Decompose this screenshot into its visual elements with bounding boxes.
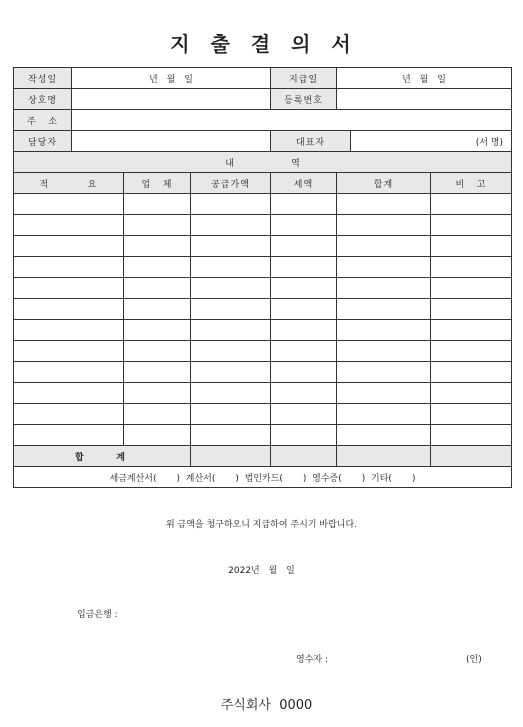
total-cell[interactable] [337, 299, 431, 320]
summary-cell[interactable] [14, 383, 124, 404]
label-address: 주 소 [14, 110, 72, 131]
request-text: 위 금액을 청구하오니 지급하여 주시기 바랍니다. [165, 520, 358, 530]
table-row [14, 425, 512, 446]
total-cell[interactable] [337, 362, 431, 383]
total-cell[interactable] [337, 341, 431, 362]
tax-cell[interactable] [271, 383, 337, 404]
col-vendor: 업 체 [124, 173, 191, 194]
summary-cell[interactable] [14, 278, 124, 299]
bank-label: 입금은행 : [77, 610, 118, 620]
title-char: 출 [210, 32, 232, 56]
label-pay-date: 지급일 [271, 68, 337, 89]
supply-cell[interactable] [191, 215, 271, 236]
document-title [0, 28, 523, 57]
col-remarks: 비 고 [431, 173, 512, 194]
summary-cell[interactable] [14, 257, 124, 278]
total-cell[interactable] [337, 404, 431, 425]
receiver-label: 영수자 : [296, 655, 328, 665]
supply-cell[interactable] [191, 383, 271, 404]
tax-cell[interactable] [271, 362, 337, 383]
total-cell[interactable] [337, 320, 431, 341]
supply-cell[interactable] [191, 278, 271, 299]
vendor-cell[interactable] [124, 194, 191, 215]
tax-cell[interactable] [271, 194, 337, 215]
title-char: 의 [291, 32, 313, 56]
total-cell[interactable] [337, 257, 431, 278]
remarks-cell[interactable] [431, 383, 512, 404]
remarks-cell[interactable] [431, 236, 512, 257]
label-manager: 담당자 [14, 131, 72, 152]
title-char: 결 [250, 32, 273, 56]
ceo-signature-field[interactable]: (서 명) [351, 131, 512, 152]
tax-cell[interactable] [271, 215, 337, 236]
col-tax: 세액 [271, 173, 337, 194]
supply-cell[interactable] [191, 404, 271, 425]
vendor-cell[interactable] [124, 404, 191, 425]
supply-cell[interactable] [191, 341, 271, 362]
detail-header: 내 역 [14, 152, 512, 173]
table-row [14, 215, 512, 236]
total-cell[interactable] [337, 215, 431, 236]
remarks-cell[interactable] [431, 341, 512, 362]
receiver-seal: (인) [466, 655, 482, 665]
supply-cell[interactable] [191, 320, 271, 341]
summary-cell[interactable] [14, 215, 124, 236]
supply-cell[interactable] [191, 257, 271, 278]
total-remarks-cell[interactable] [431, 446, 512, 467]
summary-cell[interactable] [14, 194, 124, 215]
date-line: 2022년 월 일 [228, 566, 295, 576]
title-char: 지 [170, 32, 192, 56]
tax-cell[interactable] [271, 320, 337, 341]
evidence-row[interactable]: 세금계산서( ) 계산서( ) 법인카드( ) 영수증( ) 기타( ) [14, 467, 512, 488]
total-cell[interactable] [337, 425, 431, 446]
total-cell[interactable] [337, 278, 431, 299]
summary-cell[interactable] [14, 404, 124, 425]
vendor-cell[interactable] [124, 278, 191, 299]
vendor-cell[interactable] [124, 215, 191, 236]
remarks-cell[interactable] [431, 299, 512, 320]
summary-cell[interactable] [14, 425, 124, 446]
table-row [14, 362, 512, 383]
vendor-cell[interactable] [124, 383, 191, 404]
vendor-cell[interactable] [124, 320, 191, 341]
vendor-cell[interactable] [124, 341, 191, 362]
company-field[interactable] [72, 89, 271, 110]
total-label: 합 계 [14, 446, 191, 467]
total-tax-cell[interactable] [271, 446, 337, 467]
company-name: 주식회사 0000 [220, 698, 313, 713]
vendor-cell[interactable] [124, 425, 191, 446]
label-regno: 등록번호 [271, 89, 337, 110]
supply-cell[interactable] [191, 425, 271, 446]
table-row [14, 383, 512, 404]
tax-cell[interactable] [271, 236, 337, 257]
table-row [14, 236, 512, 257]
total-cell[interactable] [337, 236, 431, 257]
table-row [14, 278, 512, 299]
tax-cell[interactable] [271, 278, 337, 299]
tax-cell[interactable] [271, 404, 337, 425]
address-field[interactable] [72, 110, 512, 131]
remarks-cell[interactable] [431, 194, 512, 215]
total-cell[interactable] [337, 383, 431, 404]
remarks-cell[interactable] [431, 320, 512, 341]
table-row [14, 257, 512, 278]
total-supply-cell[interactable] [191, 446, 271, 467]
table-row [14, 320, 512, 341]
regno-field[interactable] [337, 89, 512, 110]
col-total: 합계 [337, 173, 431, 194]
remarks-cell[interactable] [431, 404, 512, 425]
title-char: 서 [331, 32, 353, 56]
remarks-cell[interactable] [431, 362, 512, 383]
label-ceo: 대표자 [271, 131, 351, 152]
table-row [14, 341, 512, 362]
vendor-cell[interactable] [124, 299, 191, 320]
tax-cell[interactable] [271, 425, 337, 446]
tax-cell[interactable] [271, 257, 337, 278]
pay-date-field[interactable]: 년 월 일 [337, 68, 512, 89]
summary-cell[interactable] [14, 299, 124, 320]
vendor-cell[interactable] [124, 236, 191, 257]
summary-cell[interactable] [14, 236, 124, 257]
writer-date-field[interactable]: 년 월 일 [72, 68, 271, 89]
vendor-cell[interactable] [124, 362, 191, 383]
table-row [14, 299, 512, 320]
supply-cell[interactable] [191, 236, 271, 257]
col-supply-amount: 공급가액 [191, 173, 271, 194]
remarks-cell[interactable] [431, 425, 512, 446]
summary-cell[interactable] [14, 320, 124, 341]
total-cell[interactable] [337, 194, 431, 215]
label-company: 상호명 [14, 89, 72, 110]
tax-cell[interactable] [271, 341, 337, 362]
supply-cell[interactable] [191, 194, 271, 215]
total-sum-cell[interactable] [337, 446, 431, 467]
remarks-cell[interactable] [431, 278, 512, 299]
col-summary: 적 요 [14, 173, 124, 194]
line-items [14, 194, 512, 446]
remarks-cell[interactable] [431, 215, 512, 236]
label-writer-date: 작성일 [14, 68, 72, 89]
expense-form-table [13, 67, 512, 488]
table-row [14, 194, 512, 215]
summary-cell[interactable] [14, 341, 124, 362]
table-row [14, 404, 512, 425]
tax-cell[interactable] [271, 299, 337, 320]
summary-cell[interactable] [14, 362, 124, 383]
remarks-cell[interactable] [431, 257, 512, 278]
vendor-cell[interactable] [124, 257, 191, 278]
supply-cell[interactable] [191, 299, 271, 320]
supply-cell[interactable] [191, 362, 271, 383]
manager-field[interactable] [72, 131, 271, 152]
